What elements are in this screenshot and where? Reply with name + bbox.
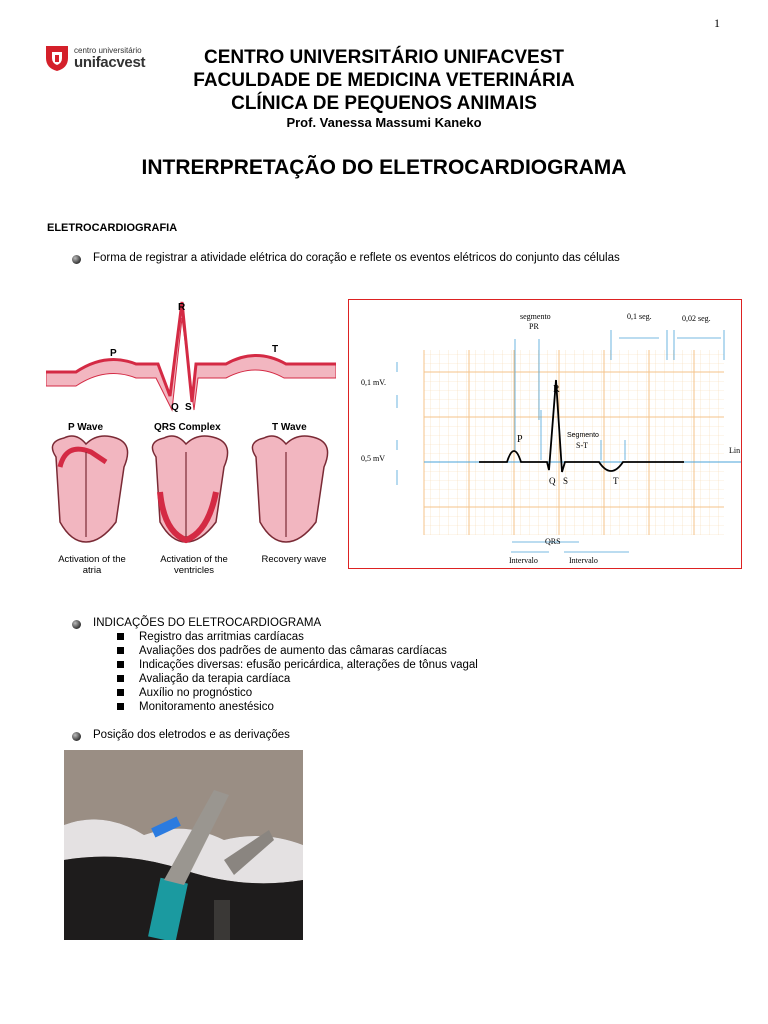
wave-label-r: R: [178, 302, 186, 313]
label-st: S-T: [576, 441, 588, 450]
caption-p-wave: P Wave: [68, 422, 104, 433]
bullet-text-2: INDICAÇÕES DO ELETROCARDIOGRAMA: [93, 617, 322, 629]
label-qrs: QRS: [545, 537, 561, 546]
label-p: P: [517, 434, 523, 445]
wave-label-p: P: [110, 348, 117, 359]
page-number: 1: [714, 16, 720, 30]
label-t: T: [613, 476, 619, 486]
label-intervalo-1: Intervalo: [509, 556, 538, 565]
square-bullet-icon: [117, 661, 124, 668]
bullet-text-1: Forma de registrar a atividade elétrica do coração e reflete os eventos elétricos do conjunto das células: [93, 252, 620, 264]
label-002-seg: 0,02 seg.: [682, 314, 711, 323]
caption-qrs-complex: QRS Complex: [154, 422, 221, 433]
list-item: Avaliações dos padrões de aumento das câmaras cardíacas: [139, 645, 447, 657]
caption-t-wave: T Wave: [272, 422, 307, 433]
header-line1: CENTRO UNIVERSITÁRIO UNIFACVEST: [204, 47, 564, 68]
page-title: INTRERPRETAÇÃO DO ELETROCARDIOGRAMA: [141, 156, 627, 179]
wave-label-s: S: [185, 402, 192, 413]
square-bullet-icon: [117, 689, 124, 696]
caption-atria: Activation of the atria: [58, 554, 126, 576]
label-05-mv: 0,5 mV: [361, 454, 385, 463]
label-s: S: [563, 476, 569, 486]
label-intervalo-2: Intervalo: [569, 556, 598, 565]
square-bullet-icon: [117, 675, 124, 682]
square-bullet-icon: [117, 703, 124, 710]
ecg-grid-figure: [348, 299, 742, 569]
label-lin: Lin: [729, 446, 741, 455]
logo-line1: centro universitário: [74, 46, 142, 55]
section-heading: ELETROCARDIOGRAFIA: [47, 222, 178, 234]
label-01-seg: 0,1 seg.: [627, 312, 652, 321]
header-line3: CLÍNICA DE PEQUENOS ANIMAIS: [231, 93, 537, 114]
list-item: Avaliação da terapia cardíaca: [139, 673, 291, 685]
label-pr: PR: [529, 322, 539, 331]
label-segmento: segmento: [520, 312, 551, 321]
bullet-icon: [72, 255, 81, 264]
list-item: Monitoramento anestésico: [139, 701, 274, 713]
wave-label-q: Q: [171, 402, 179, 413]
square-bullet-icon: [117, 647, 124, 654]
bullet-icon: [72, 620, 81, 629]
ecg-heart-figure: [46, 292, 336, 582]
list-item: Indicações diversas: efusão pericárdica, alterações de tônus vagal: [139, 659, 478, 671]
label-q: Q: [549, 476, 556, 486]
logo-line2: unifacvest: [74, 54, 146, 71]
bullet-text-3: Posição dos eletrodos e as derivações: [93, 729, 290, 741]
wave-label-t: T: [272, 344, 279, 355]
label-01-mv: 0,1 mV.: [361, 378, 386, 387]
electrode-photo: [64, 750, 303, 940]
bullet-icon: [72, 732, 81, 741]
professor-name: Prof. Vanessa Massumi Kaneko: [286, 115, 482, 130]
header-line2: FACULDADE DE MEDICINA VETERINÁRIA: [193, 70, 575, 91]
label-r: R: [553, 384, 560, 395]
label-segmento-st: Segmento: [567, 432, 599, 439]
square-bullet-icon: [117, 633, 124, 640]
list-item: Auxílio no prognóstico: [139, 687, 253, 699]
caption-recovery: Recovery wave: [261, 554, 327, 565]
caption-ventricles: Activation of the ventricles: [160, 554, 228, 576]
list-item: Registro das arritmias cardíacas: [139, 631, 304, 643]
